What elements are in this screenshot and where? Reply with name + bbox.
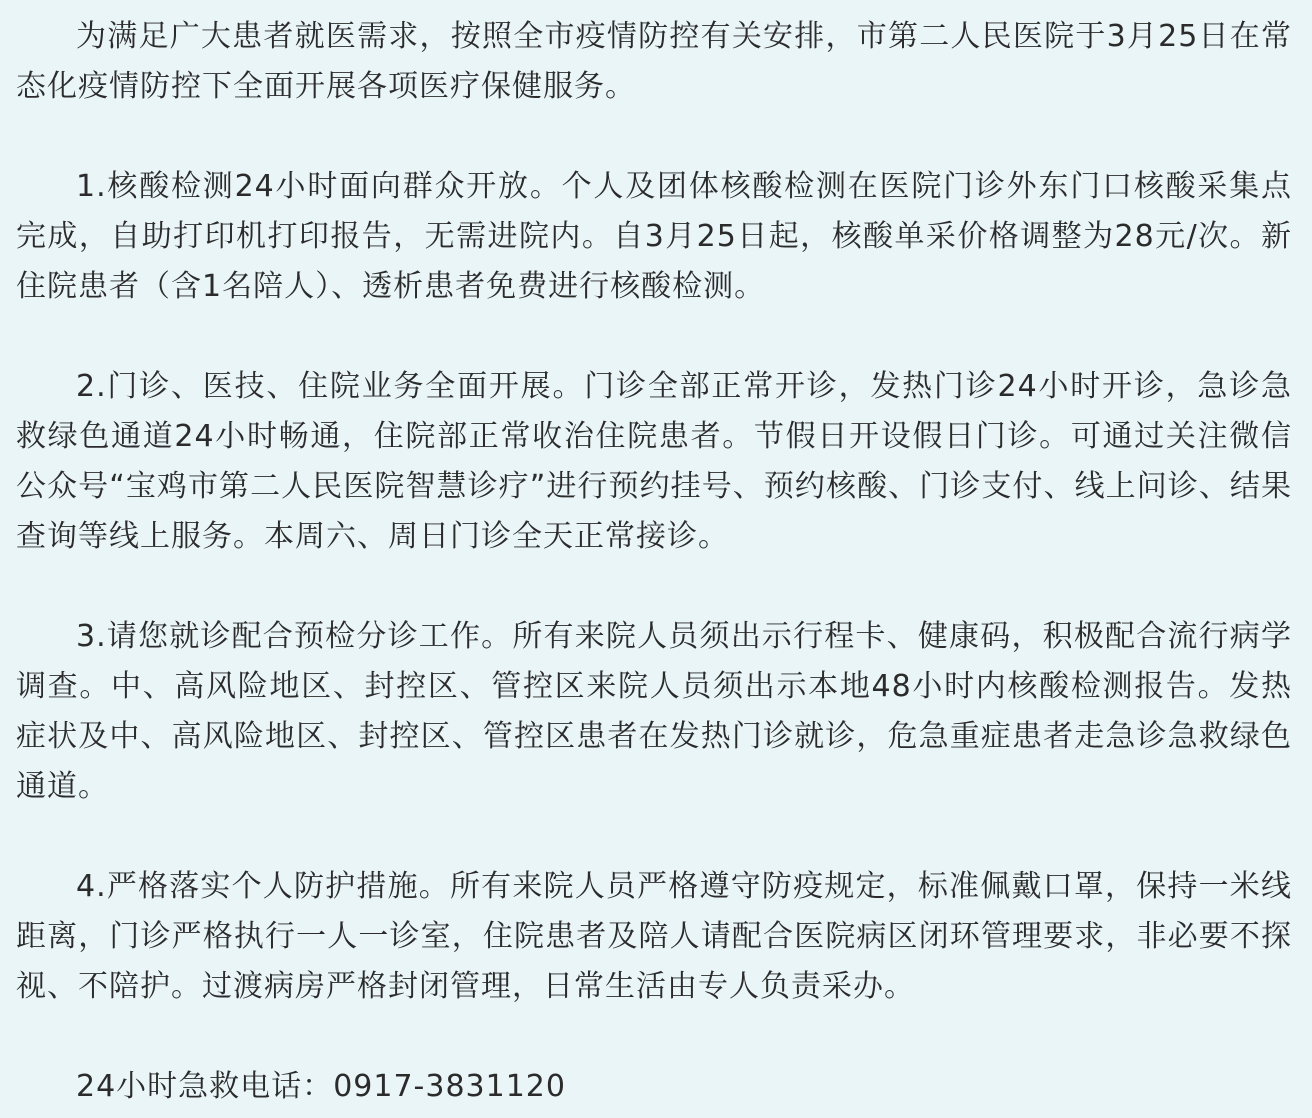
item-pre-screening-triage: 3.请您就诊配合预检分诊工作。所有来院人员须出示行程卡、健康码，积极配合流行病学调查。中、高风险地区、封控区、管控区来院人员须出示本地48小时内核酸检测报告。发热症状及中、高风险地区、封控区、管控区患者在发热门诊就诊，危急重症患者走急诊急救绿色通道。	[16, 619, 1292, 804]
hotline-number: 0917-3831120	[333, 1069, 566, 1104]
item-personal-protection: 4.严格落实个人防护措施。所有来院人员严格遵守防疫规定，标准佩戴口罩，保持一米线距离，门诊严格执行一人一诊室，住院患者及陪人请配合医院病区闭环管理要求，非必要不探视、不陪护。过渡病房严格封闭管理，日常生活由专人负责采办。	[16, 869, 1292, 1004]
item-nucleic-acid-testing: 1.核酸检测24小时面向群众开放。个人及团体核酸检测在医院门诊外东门口核酸采集点完成，自助打印机打印报告，无需进院内。自3月25日起，核酸单采价格调整为28元/次。新住院患者（含1名陪人）、透析患者免费进行核酸检测。	[16, 169, 1292, 304]
hotline-label: 24小时急救电话：	[76, 1069, 334, 1104]
item-outpatient-services: 2.门诊、医技、住院业务全面开展。门诊全部正常开诊，发热门诊24小时开诊，急诊急救绿色通道24小时畅通，住院部正常收治住院患者。节假日开设假日门诊。可通过关注微信公众号“宝鸡市第二人民医院智慧诊疗”进行预约挂号、预约核酸、门诊支付、线上问诊、结果查询等线上服务。本周六、周日门诊全天正常接诊。	[16, 369, 1292, 554]
intro-paragraph: 为满足广大患者就医需求，按照全市疫情防控有关安排，市第二人民医院于3月25日在常态化疫情防控下全面开展各项医疗保健服务。	[16, 19, 1292, 104]
emergency-hotline	[16, 1062, 1292, 1112]
